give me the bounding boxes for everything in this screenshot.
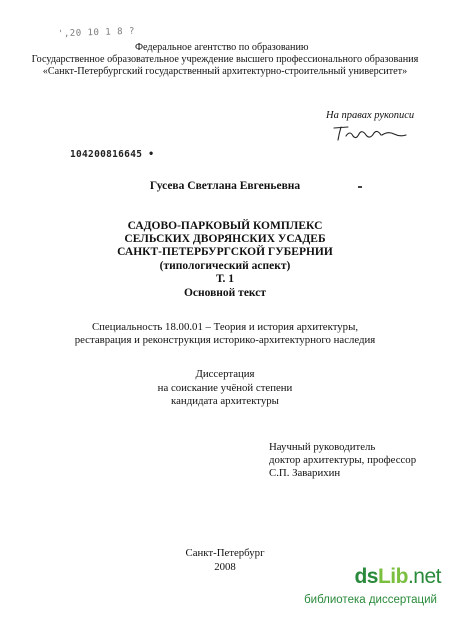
supervisor-role: Научный руководитель (269, 441, 376, 453)
signature-scribble-icon (330, 122, 410, 144)
library-stamp-top: ',20 10 1 8 ? (57, 26, 136, 40)
logo-lib: Lib (377, 565, 408, 588)
dslib-watermark (266, 565, 441, 615)
supervisor-title: доктор архитектуры, профессор (269, 454, 417, 466)
degree-line-1: Диссертация (195, 368, 255, 380)
ink-mark (358, 186, 362, 188)
year: 2008 (214, 561, 236, 573)
library-stamp-number: 104200816645 • (70, 149, 155, 160)
degree-line-3: кандидата архитектуры (171, 395, 279, 407)
supervisor-name: С.П. Заварихин (269, 467, 341, 479)
logo-net: .net (407, 565, 441, 588)
dslib-tagline: библиотека диссертаций (304, 594, 437, 606)
org-university: «Санкт-Петербургский государственный архитектурно-строительный университет» (42, 66, 408, 77)
org-agency: Федеральное агентство по образованию (135, 42, 309, 53)
title-line-1: САДОВО-ПАРКОВЫЙ КОМПЛЕКС (127, 220, 323, 232)
title-line-3: САНКТ-ПЕТЕРБУРГСКОЙ ГУБЕРНИИ (117, 246, 333, 258)
specialty-line-1: Специальность 18.00.01 – Теория и история архитектуры, (91, 321, 359, 333)
volume-part: Основной текст (183, 287, 267, 299)
manuscript-rights-label: На правах рукописи (326, 110, 415, 121)
specialty-line-2: реставрация и реконструкция историко-архитектурного наследия (74, 334, 376, 346)
logo-ds: ds (354, 565, 378, 588)
author-signature (330, 122, 410, 144)
volume-number: Т. 1 (215, 273, 235, 285)
author-name: Гусева Светлана Евгеньевна (149, 180, 301, 192)
dslib-logo (354, 565, 441, 589)
degree-line-2: на соискание учёной степени (157, 382, 293, 394)
org-institution-type: Государственное образовательное учреждение высшего профессионального образования (31, 54, 419, 65)
title-subtitle: (типологический аспект) (159, 260, 291, 272)
city: Санкт-Петербург (185, 547, 265, 559)
title-line-2: СЕЛЬСКИХ ДВОРЯНСКИХ УСАДЕБ (124, 233, 326, 245)
